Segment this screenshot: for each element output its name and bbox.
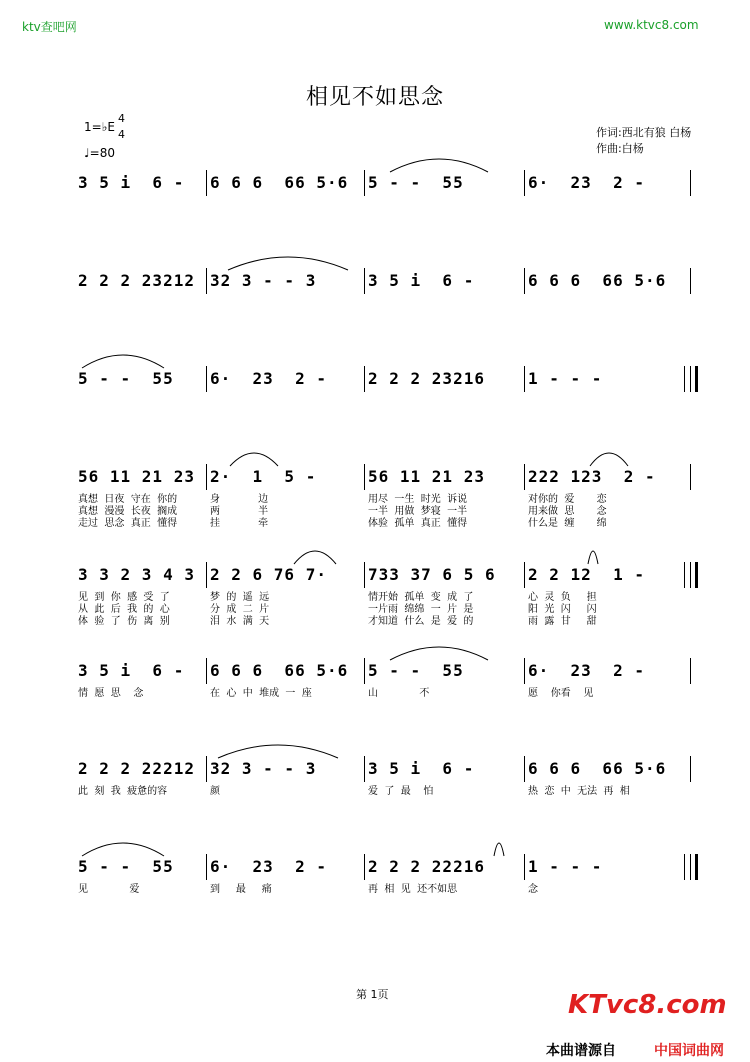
slur-arc	[390, 159, 488, 172]
lyric-line: 用来做 思 念	[528, 506, 607, 517]
lyric-line: 两 半	[210, 506, 269, 517]
measure: 32 3 - - 3	[210, 271, 317, 290]
slur-layer	[78, 342, 698, 372]
time-signature-bottom: 4	[118, 128, 125, 141]
measure: 56 11 21 23	[78, 467, 195, 486]
lyric-line: 体验 孤单 真正 懂得	[368, 518, 468, 529]
lyric-line: 热 恋 中 无法 再 相	[528, 786, 630, 797]
slur-arc	[294, 551, 336, 564]
lyric-line: 真想 漫漫 长夜 搁成	[78, 506, 178, 517]
slur-layer	[78, 732, 698, 762]
lyric-line: 走过 思念 真正 懂得	[78, 518, 178, 529]
slur-arc	[230, 453, 278, 466]
lyric-line: 到 最 痛	[210, 884, 272, 895]
song-title: 相见不如思念	[305, 85, 444, 110]
slur-layer	[78, 440, 698, 470]
slur-layer	[78, 634, 698, 664]
logo-text: KTvc8.com	[568, 990, 727, 1020]
ktvc8-logo	[568, 990, 727, 1020]
measure: 6 6 6 66 5·6	[210, 661, 349, 680]
measure: 6· 23 2 -	[528, 173, 645, 192]
slur-layer	[78, 830, 698, 860]
lyric-line: 爱 了 最 怕	[368, 786, 434, 797]
slur-arc	[590, 453, 628, 466]
lyric-line: 体 验 了 伤 离 别	[78, 616, 170, 627]
measure: 5 - - 55	[78, 369, 174, 388]
lyric-line: 一片雨 绵绵 一 片 是	[368, 604, 474, 615]
lyric-line: 才知道 什么 是 爱 的	[368, 616, 474, 627]
source-site: 中国词曲网	[654, 1043, 724, 1059]
measure: 6· 23 2 -	[528, 661, 645, 680]
lyric-line: 再 相 见 还不如思	[368, 884, 458, 895]
measure: 3 5 i 6 -	[368, 271, 475, 290]
measure: 5 - - 55	[368, 661, 464, 680]
lyric-line: 身 边	[210, 494, 269, 505]
key-signature: 1=♭E	[84, 120, 115, 134]
measure: 6 6 6 66 5·6	[528, 759, 667, 778]
measure: 5 - - 55	[78, 857, 174, 876]
measure: 2 2 2 23216	[368, 369, 485, 388]
lyric-line: 分 成 二 片	[210, 604, 270, 615]
lyricist-credit: 作词:西北有狼 白杨	[596, 126, 692, 139]
lyric-line: 泪 水 满 天	[210, 616, 270, 627]
time-signature-top: 4	[118, 112, 125, 125]
page-number: 第 1页	[356, 988, 389, 1001]
measure: 56 11 21 23	[368, 467, 485, 486]
slur-arc	[82, 355, 164, 368]
measure: 222 123 2 -	[528, 467, 656, 486]
measure: 3 5 i 6 -	[368, 759, 475, 778]
lyric-line: 心 灵 负 担	[528, 592, 597, 603]
slur-arc	[218, 745, 338, 758]
lyric-line: 对你的 爱 恋	[528, 494, 607, 505]
lyric-line: 阳 光 闪 闪	[528, 604, 597, 615]
repeat-sign	[684, 854, 698, 880]
lyric-line: 挂 牵	[210, 518, 269, 529]
measure: 6 6 6 66 5·6	[528, 271, 667, 290]
lyric-line: 见 爱	[78, 884, 140, 895]
lyric-line: 真想 日夜 守在 你的	[78, 494, 178, 505]
slur-layer	[78, 538, 698, 568]
measure: 5 - - 55	[368, 173, 464, 192]
lyric-line: 情开始 孤单 变 成 了	[368, 592, 474, 603]
slur-layer	[78, 244, 698, 274]
lyric-line: 一半 用做 梦寝 一半	[368, 506, 468, 517]
repeat-sign	[684, 366, 698, 392]
tempo-mark: ♩=80	[84, 146, 115, 160]
lyric-line: 山 不	[368, 688, 430, 699]
measure: 3 5 i 6 -	[78, 661, 185, 680]
slur-arc	[82, 843, 164, 856]
lyric-line: 见 到 你 感 受 了	[78, 592, 170, 603]
lyric-line: 情 愿 思 念	[78, 688, 144, 699]
lyric-line: 在 心 中 堆成 一 座	[210, 688, 312, 699]
lyric-line: 用尽 一生 时光 诉说	[368, 494, 468, 505]
slur-arc	[494, 843, 504, 856]
measure: 2 2 2 22212	[78, 759, 195, 778]
lyric-line: 什么是 缠 绵	[528, 518, 607, 529]
site-name-left: ktv查吧网	[22, 20, 77, 34]
lyric-line: 从 此 后 我 的 心	[78, 604, 170, 615]
lyric-line: 颜	[210, 786, 220, 797]
measure: 6· 23 2 -	[210, 369, 327, 388]
slur-layer	[78, 146, 698, 176]
measure: 2· 1 5 -	[210, 467, 317, 486]
measure: 2 2 2 23212	[78, 271, 195, 290]
measure: 6 6 6 66 5·6	[210, 173, 349, 192]
measure: 2 2 6 76 7·	[210, 565, 327, 584]
lyric-line: 雨 露 甘 甜	[528, 616, 597, 627]
lyric-line: 此 刻 我 疲惫的容	[78, 786, 168, 797]
slur-arc	[588, 551, 598, 564]
measure: 3 5 i 6 -	[78, 173, 185, 192]
measure: 6· 23 2 -	[210, 857, 327, 876]
repeat-sign	[684, 562, 698, 588]
measure: 733 37 6 5 6	[368, 565, 496, 584]
slur-arc	[390, 647, 488, 660]
slur-arc	[228, 257, 348, 270]
site-url-right: www.ktvc8.com	[604, 18, 699, 32]
source-label: 本曲谱源自	[546, 1043, 616, 1059]
measure: 1 - - -	[528, 857, 603, 876]
measure: 2 2 2 22216	[368, 857, 485, 876]
lyric-line: 愿 你看 见	[528, 688, 594, 699]
measure: 32 3 - - 3	[210, 759, 317, 778]
composer-credit: 作曲:白杨	[596, 142, 644, 155]
lyric-line: 梦 的 遥 远	[210, 592, 270, 603]
measure: 3 3 2 3 4 3	[78, 565, 195, 584]
measure: 2 2 12 1 -	[528, 565, 645, 584]
lyric-line: 念	[528, 884, 538, 895]
measure: 1 - - -	[528, 369, 603, 388]
